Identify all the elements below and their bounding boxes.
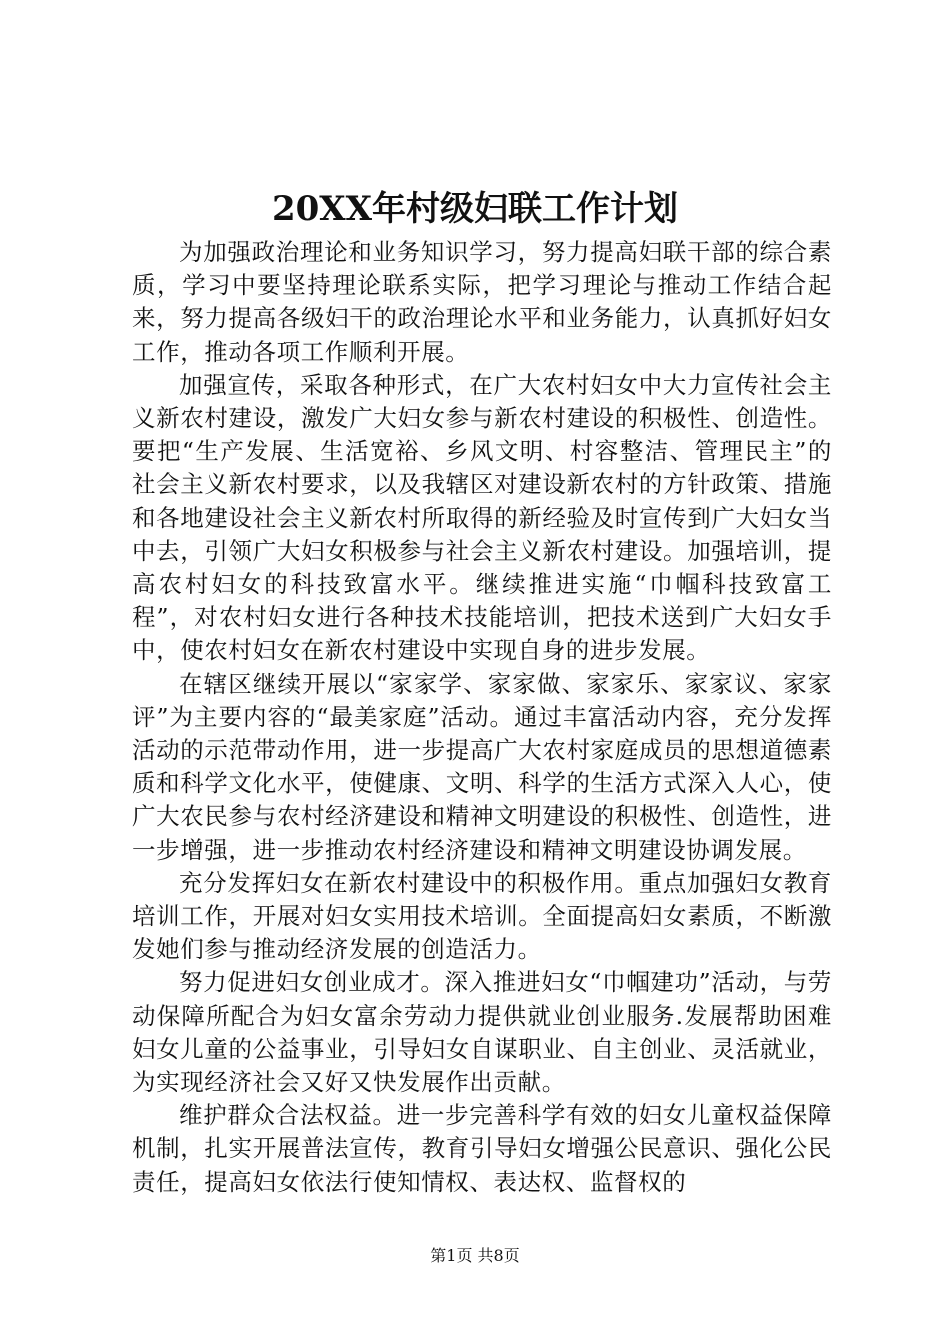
- paragraph-4: 充分发挥妇女在新农村建设中的积极作用。重点加强妇女教育培训工作，开展对妇女实用技术培训。全面提高妇女素质，不断激发她们参与推动经济发展的创造活力。: [132, 868, 832, 964]
- page-footer: [0, 1245, 950, 1267]
- page-number: 第1页 共8页: [430, 1246, 520, 1265]
- paragraph-2: 加强宣传，采取各种形式，在广大农村妇女中大力宣传社会主义新农村建设，激发广大妇女参与新农村建设的积极性、创造性。要把“生产发展、生活宽裕、乡风文明、村容整洁、管理民主”的社会主义新农村要求，以及我辖区对建设新农村的方针政策、措施和各地建设社会主义新农村所取得的新经验及时宣传到广大妇女当中去，引领广大妇女积极参与社会主义新农村建设。加强培训，提高农村妇女的科技致富水平。继续推进实施“巾帼科技致富工程”，对农村妇女进行各种技术技能培训，把技术送到广大妇女手中，使农村妇女在新农村建设中实现自身的进步发展。: [132, 370, 832, 665]
- document-body: [132, 236, 832, 1199]
- document-title: 20XX年村级妇联工作计划: [271, 189, 679, 229]
- paragraph-5: 努力促进妇女创业成才。深入推进妇女“巾帼建功”活动，与劳动保障所配合为妇女富余劳动力提供就业创业服务.发展帮助困难妇女儿童的公益事业，引导妇女自谋职业、自主创业、灵活就业，为实现经济社会又好又快发展作出贡献。: [132, 968, 832, 1097]
- paragraph-6: 维护群众合法权益。进一步完善科学有效的妇女儿童权益保障机制，扎实开展普法宣传，教育引导妇女增强公民意识、强化公民责任，提高妇女依法行使知情权、表达权、监督权的: [132, 1101, 832, 1196]
- paragraph-3: 在辖区继续开展以“家家学、家家做、家家乐、家家议、家家评”为主要内容的“最美家庭”活动。通过丰富活动内容，充分发挥活动的示范带动作用，进一步提高广大农村家庭成员的思想道德素质和科学文化水平，使健康、文明、科学的生活方式深入人心，使广大农民参与农村经济建设和精神文明建设的积极性、创造性，进一步增强，进一步推动农村经济建设和精神文明建设协调发展。: [132, 669, 832, 864]
- paragraph-1: 为加强政治理论和业务知识学习，努力提高妇联干部的综合素质，学习中要坚持理论联系实际，把学习理论与推动工作结合起来，努力提高各级妇干的政治理论水平和业务能力，认真抓好妇女工作，推动各项工作顺利开展。: [132, 238, 832, 366]
